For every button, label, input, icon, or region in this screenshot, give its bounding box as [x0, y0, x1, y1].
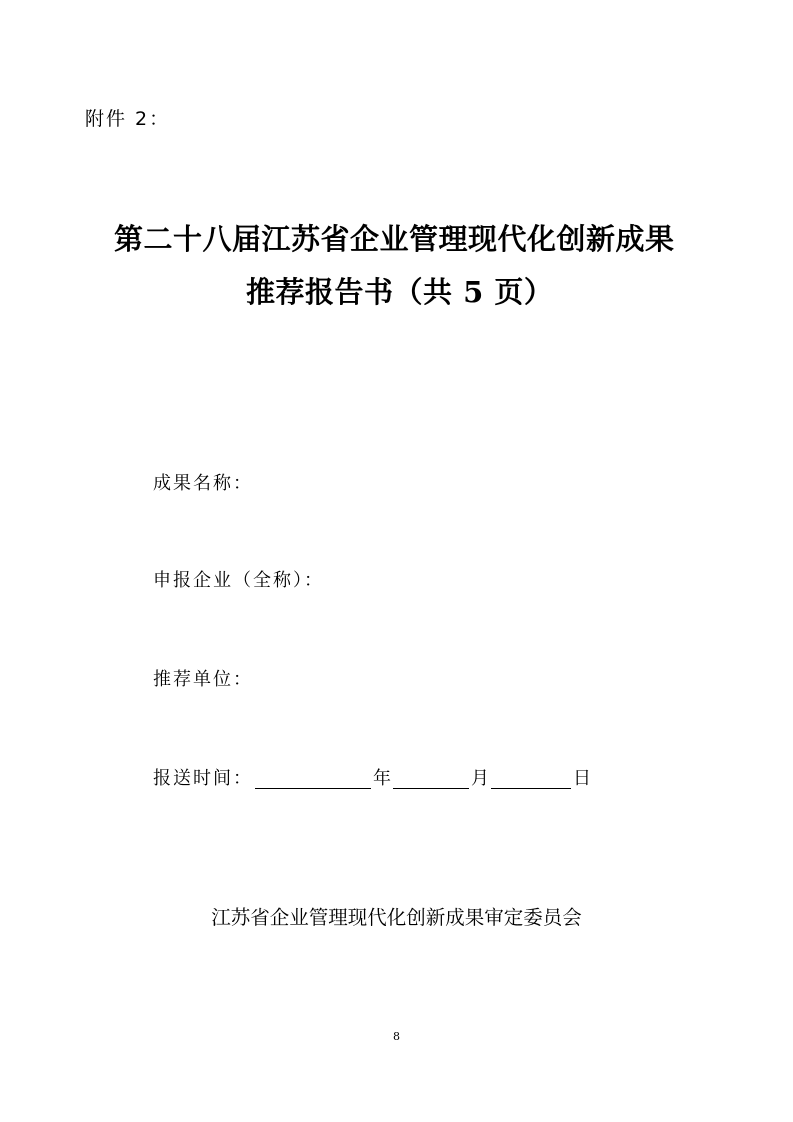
committee-name: 江苏省企业管理现代化创新成果审定委员会 [211, 906, 582, 929]
report-title-line1: 第二十八届江苏省企业管理现代化创新成果 [114, 222, 675, 256]
month-unit: 月 [471, 768, 489, 789]
month-blank-line [393, 768, 469, 789]
attachment-label: 附件 2： [85, 108, 171, 130]
applicant-company-label: 申报企业（全称）： [153, 570, 324, 591]
achievement-name-label: 成果名称： [153, 473, 253, 494]
day-blank-line [491, 768, 571, 789]
day-unit: 日 [573, 768, 591, 789]
report-title-line2: 推荐报告书（共 5 页） [246, 275, 554, 309]
submission-time-row [153, 766, 593, 792]
page-number: 8 [393, 1030, 400, 1043]
year-unit: 年 [373, 768, 391, 789]
year-blank-line [255, 768, 371, 789]
submission-time-label: 报送时间： [153, 768, 253, 789]
recommending-unit-label: 推荐单位： [153, 669, 253, 690]
